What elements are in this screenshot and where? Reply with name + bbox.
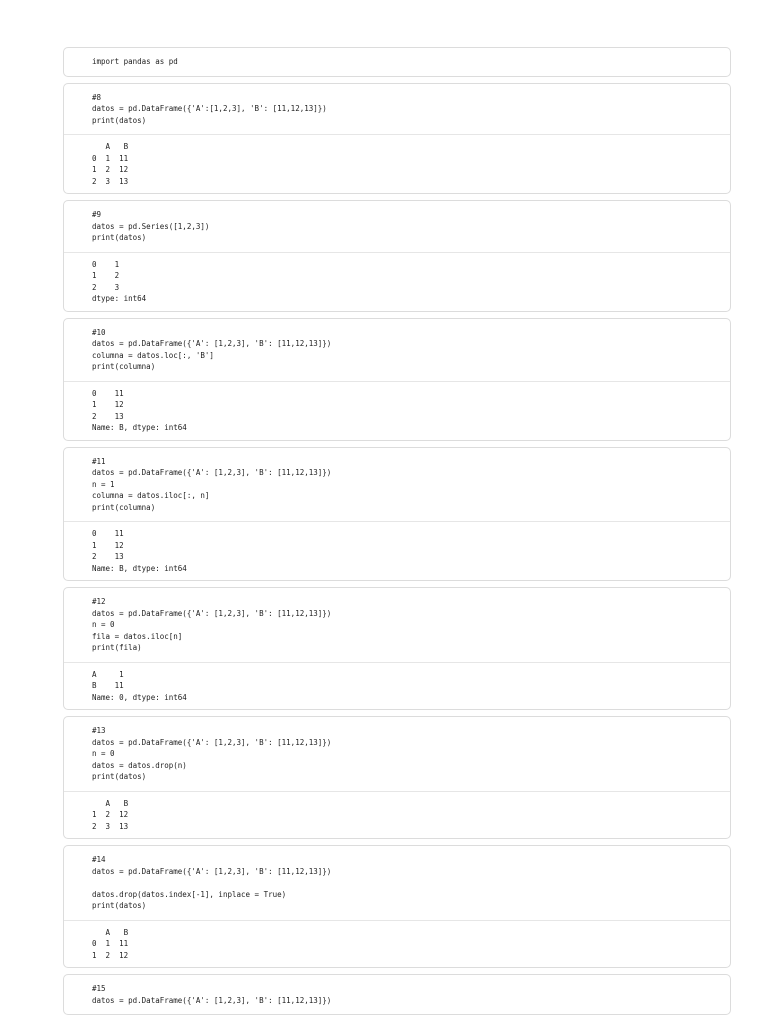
notebook-cell[interactable] [63,318,731,441]
notebook-cell[interactable] [63,447,731,582]
code-input[interactable]: #10 datos = pd.DataFrame({'A': [1,2,3], 'B': [11,12,13]}) columna = datos.loc[:, 'B'] print(columna) [92,327,332,371]
notebook-cell[interactable] [63,83,731,195]
cell-output: A B 0 1 11 1 2 12 [64,920,730,968]
cell-output: 0 1 1 2 2 3 dtype: int64 [64,252,730,311]
cell-output: A B 0 1 11 1 2 12 2 3 13 [64,134,730,193]
cell-output: A 1 B 11 Name: 0, dtype: int64 [64,662,730,710]
code-input[interactable]: #8 datos = pd.DataFrame({'A':[1,2,3], 'B': [11,12,13]}) print(datos) [92,92,327,125]
cell-output: 0 11 1 12 2 13 Name: B, dtype: int64 [64,381,730,440]
code-input[interactable]: #14 datos = pd.DataFrame({'A': [1,2,3], 'B': [11,12,13]}) datos.drop(datos.index[-1], inplace = True) print(datos) [92,855,332,910]
notebook-cell[interactable] [63,716,731,839]
code-input[interactable]: #9 datos = pd.Series([1,2,3]) print(datos) [92,210,210,242]
notebook-cell[interactable] [63,47,731,77]
code-input[interactable]: #13 datos = pd.DataFrame({'A': [1,2,3], 'B': [11,12,13]}) n = 0 datos = datos.drop(n) print(datos) [92,726,332,781]
notebook-cell[interactable] [63,200,731,312]
cell-output: 0 11 1 12 2 13 Name: B, dtype: int64 [64,521,730,580]
notebook-cell[interactable] [63,845,731,968]
code-input[interactable]: #15 datos = pd.DataFrame({'A': [1,2,3], 'B': [11,12,13]}) [92,984,332,1005]
cell-output: A B 1 2 12 2 3 13 [64,791,730,839]
notebook-cell[interactable] [63,974,731,1015]
code-input[interactable]: #11 datos = pd.DataFrame({'A': [1,2,3], 'B': [11,12,13]}) n = 1 columna = datos.iloc[:, n] print(columna) [92,456,332,512]
notebook-cells [63,47,731,1021]
code-input[interactable]: #12 datos = pd.DataFrame({'A': [1,2,3], 'B': [11,12,13]}) n = 0 fila = datos.iloc[n] print(fila) [92,597,332,652]
notebook-cell[interactable] [63,587,731,710]
code-input[interactable]: import pandas as pd [92,57,178,66]
